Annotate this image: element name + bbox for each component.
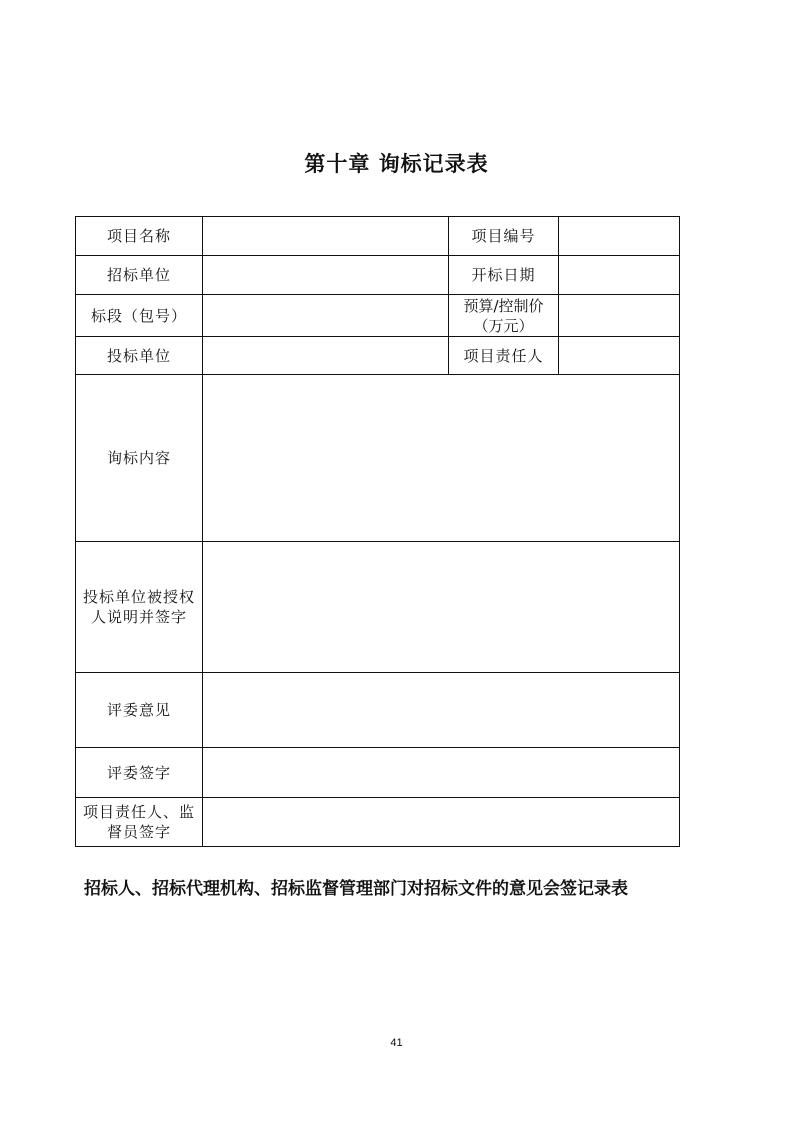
- tenderer-label: 投标单位: [76, 337, 203, 375]
- inquiry-content-field[interactable]: [203, 375, 680, 542]
- judge-signature-label: 评委签字: [76, 748, 203, 798]
- budget-label-line1: 预算/控制价: [463, 296, 544, 315]
- table-row: [76, 295, 680, 337]
- authorized-rep-label: [76, 542, 203, 673]
- judge-opinion-label: 评委意见: [76, 673, 203, 748]
- project-name-label: 项目名称: [76, 217, 203, 256]
- project-name-field[interactable]: [203, 217, 449, 256]
- table-row: [76, 256, 680, 295]
- inquiry-content-label: 询标内容: [76, 375, 203, 542]
- pm-label: 项目责任人: [449, 337, 559, 375]
- table-row: [76, 673, 680, 748]
- supervisor-signature-field[interactable]: [203, 798, 680, 847]
- supervisor-label-line2: 督员签字: [106, 823, 171, 841]
- inquiry-record-table: [75, 216, 680, 847]
- budget-field[interactable]: [559, 295, 680, 337]
- supervisor-signature-label: [76, 798, 203, 847]
- table-row: [76, 217, 680, 256]
- table-row: [76, 542, 680, 673]
- pm-field[interactable]: [559, 337, 680, 375]
- table-row: [76, 748, 680, 798]
- supervisor-label-line1: 项目责任人、监: [82, 803, 195, 821]
- table-row: [76, 375, 680, 542]
- page-title: 第十章 询标记录表: [304, 151, 489, 176]
- section-label: 标段（包号）: [76, 295, 203, 337]
- bidder-field[interactable]: [203, 256, 449, 295]
- judge-opinion-field[interactable]: [203, 673, 680, 748]
- budget-label-line2: （万元）: [473, 316, 534, 335]
- authorized-rep-label-line1: 投标单位被授权: [82, 588, 195, 606]
- tenderer-field[interactable]: [203, 337, 449, 375]
- authorized-rep-label-line2: 人说明并签字: [90, 608, 187, 626]
- open-date-label: 开标日期: [449, 256, 559, 295]
- project-no-field[interactable]: [559, 217, 680, 256]
- section-field[interactable]: [203, 295, 449, 337]
- next-section-heading: 招标人、招标代理机构、招标监督管理部门对招标文件的意见会签记录表: [84, 879, 628, 899]
- page-number: 41: [390, 1037, 403, 1049]
- table-row: [76, 337, 680, 375]
- project-no-label: 项目编号: [449, 217, 559, 256]
- budget-label: [449, 295, 559, 337]
- bidder-label: 招标单位: [76, 256, 203, 295]
- open-date-field[interactable]: [559, 256, 680, 295]
- judge-signature-field[interactable]: [203, 748, 680, 798]
- table-row: [76, 798, 680, 847]
- authorized-rep-field[interactable]: [203, 542, 680, 673]
